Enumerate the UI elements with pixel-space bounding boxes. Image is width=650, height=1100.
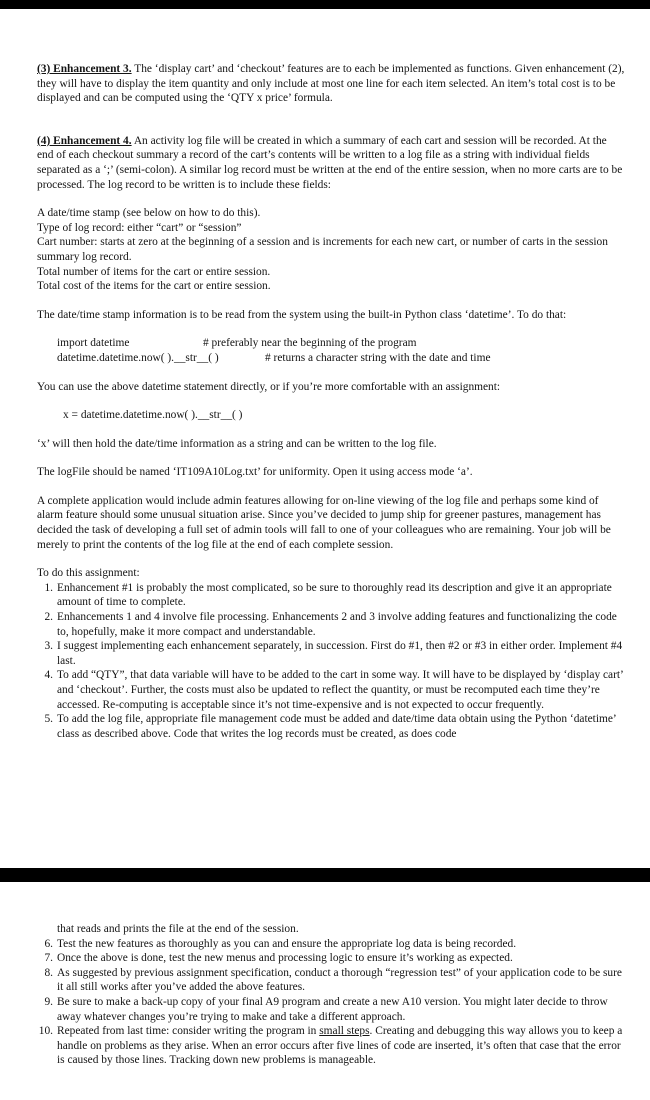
enhancement-4-heading: (4) Enhancement 4.	[37, 134, 132, 147]
log-field: Cart number: starts at zero at the beginning of a session and is increments for each new cart, or number of carts in the session summary log record.	[37, 236, 608, 263]
list-item-number: 8.	[44, 966, 53, 979]
list-item-text: Enhancements 1 and 4 involve file processing. Enhancements 2 and 3 involve adding features and functionalizing the code to, hopefully, make it more compact and understandable.	[57, 611, 617, 638]
list-item-number: 6.	[44, 937, 53, 950]
list-item-number: 4.	[44, 669, 53, 682]
list-item	[37, 1024, 625, 1068]
datetime-intro: The date/time stamp information is to be read from the system using the built-in Python class ‘datetime’. To do that:	[37, 308, 567, 321]
list-item	[37, 937, 625, 952]
enhancement-4-paragraph	[37, 134, 625, 192]
list-item-number: 10.	[38, 1025, 53, 1038]
top-black-border	[0, 0, 650, 9]
code-text: import datetime	[57, 337, 130, 350]
list-item-text: Once the above is done, test the new menus and processing logic to ensure it’s working as expected.	[57, 952, 513, 965]
assignment-intro: You can use the above datetime statement directly, or if you’re more comfortable with an assignment:	[37, 380, 501, 393]
list-item-text: Be sure to make a back-up copy of your final A9 program and create a new A10 version. You might later decide to throw away whatever changes you’re trying to make and take a different approach.	[57, 995, 608, 1023]
list-item-text: I suggest implementing each enhancement separately, in succession. First do #1, then #2 or #3 in either order. Implement #4 last.	[57, 640, 623, 667]
list-item	[37, 966, 625, 995]
list-item-text: Enhancement #1 is probably the most complicated, so be sure to thoroughly read its description and give it an appropriate amount of time to complete.	[57, 581, 612, 609]
document-page-2	[37, 922, 625, 1068]
log-fields-block	[37, 206, 625, 294]
small-steps-underlined: small steps	[319, 1025, 370, 1038]
log-field: Total cost of the items for the cart or entire session.	[37, 280, 271, 293]
document-page-1	[37, 62, 625, 741]
enhancement-4-text: An activity log file will be created in which a summary of each cart and session will be recorded. At the end of each checkout summary a record of the cart’s contents will be written to a log file as a string with individual fields separated as a ‘;’ (semi-colon). A similar log record must be written at the end of the entire session, when no more carts are to be processed. The log record to be written is to include these fields:	[37, 134, 623, 191]
steps-list-page-2	[37, 937, 625, 1068]
list-item-number: 3.	[44, 640, 53, 653]
enhancement-3-paragraph	[37, 62, 625, 106]
list-item-text: To add the log file, appropriate file management code must be added and date/time data obtain using the Python ‘datetime’ class as described above. Code that writes the log records must be created, as does code	[57, 713, 616, 740]
code-comment: # preferably near the beginning of the program	[203, 337, 417, 350]
enhancement-3-heading: (3) Enhancement 3.	[37, 63, 132, 75]
list-item	[37, 712, 625, 741]
code-line	[37, 351, 625, 366]
list-item	[37, 610, 625, 639]
code-block-1	[37, 336, 625, 365]
x-variable-note: ‘x’ will then hold the date/time information as a string and can be written to the log file.	[37, 437, 437, 450]
list-item-text: Test the new features as thoroughly as you can and ensure the appropriate log data is being recorded.	[57, 937, 517, 950]
log-field: A date/time stamp (see below on how to do this).	[37, 207, 261, 220]
list-item-number: 7.	[44, 952, 53, 965]
list-item-text-post: . Creating and debugging this way allows you to keep a handle on problems as they arise. When an error occurs after five lines of code are inserted, it’s often that case that the error is caused by those lines. Tracking down new problems is manageable.	[57, 1025, 623, 1067]
list-item	[37, 995, 625, 1024]
log-field: Type of log record: either “cart” or “session”	[37, 221, 242, 234]
code-block-2: x = datetime.datetime.now( ).__str__( )	[63, 409, 243, 422]
list-item	[37, 639, 625, 668]
list-item-text-pre: Repeated from last time: consider writing the program in	[57, 1025, 320, 1038]
step-5-continuation: that reads and prints the file at the end of the session.	[57, 923, 299, 935]
code-comment: # returns a character string with the date and time	[265, 351, 491, 364]
list-item-number: 5.	[44, 713, 53, 726]
admin-features-paragraph: A complete application would include admin features allowing for on-line viewing of the log file and perhaps some kind of alarm feature should some unusual situation arise. Since you’ve decided to jump ship for greener pastures, management has decided the task of developing a full set of admin tools will fall to one of your colleagues who are remaining. Your job will be merely to print the contents of the log file at the end of each complete session.	[37, 494, 611, 551]
list-item-number: 9.	[44, 995, 53, 1008]
list-item	[37, 668, 625, 712]
list-item	[37, 951, 625, 966]
steps-list-page-1	[37, 581, 625, 742]
code-line	[37, 336, 625, 351]
todo-intro: To do this assignment:	[37, 567, 140, 580]
code-text: datetime.datetime.now( ).__str__( )	[57, 351, 219, 364]
logfile-name-note: The logFile should be named ‘IT109A10Log.txt’ for uniformity. Open it using access mode ‘a’.	[37, 466, 473, 479]
list-item	[37, 581, 625, 610]
log-field: Total number of items for the cart or entire session.	[37, 265, 271, 278]
list-item-text: As suggested by previous assignment specification, conduct a thorough “regression test” of your application code to be sure it all still works after you’ve added the above features.	[57, 966, 622, 994]
enhancement-3-text: The ‘display cart’ and ‘checkout’ features are to each be implemented as functions. Given enhancement (2), they will have to display the item quantity and only include at most one line for each item selected. An item’s total cost is to be displayed and can be computed using the ‘QTY x price’ formula.	[37, 63, 625, 105]
list-item-number: 2.	[44, 611, 53, 624]
page-break-divider	[0, 868, 650, 882]
list-item-text: To add “QTY”, that data variable will have to be added to the cart in some way. It will have to be displayed by ‘display cart’ and ‘checkout’. Further, the costs must also be updated to reflect the quantity, or must be recomputed each time they’re accessed. Re-computing is acceptable since it’s not time-expensive and is not expected to occur frequently.	[57, 669, 624, 711]
list-item-number: 1.	[44, 581, 53, 594]
